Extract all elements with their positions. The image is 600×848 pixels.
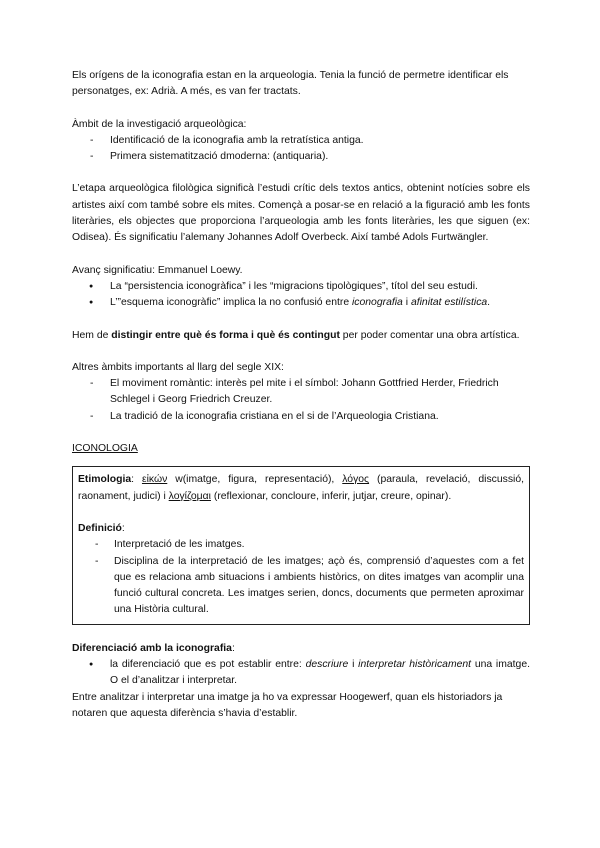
greek-word-logos: λόγος [342,474,370,486]
text-run: (reflexionar, concloure, inferir, jutjar, creure, opinar). [210,490,452,502]
text-run: una imatge. O el d’analitzar i interpretar. [110,659,530,687]
greek-word-eikon: εἰκών [141,474,168,486]
text-run: : [121,522,125,534]
text-run: per poder comentar una obra artística. [339,329,520,341]
diferenciacio-list [72,657,530,690]
list-item [72,295,530,311]
ambit-list [72,133,530,166]
bold-phrase: distingir entre què és forma i què és contingut [111,329,340,341]
segle-list [72,376,530,425]
diferenciacio-section [72,641,530,722]
iconologia-box [72,466,530,624]
avanc-section [72,263,530,312]
list-item: - Primera sistematització dmoderna: (antiquaria). [72,149,530,165]
closing-paragraph: Entre analitzar i interpretar una imatge ja ho va expressar Hoogewerf, quan els historiadors ja notaren que aquesta diferència s’havia d’establir. [72,691,503,719]
italic-term: interpretar històricament [358,659,472,671]
diferenciacio-label: Diferenciació amb la iconografia [72,642,232,654]
list-item: - El moviment romàntic: interès pel mite i el símbol: Johann Gottfried Herder, Friedrich Schlegel i Georg Friedrich Creuzer. [72,376,530,409]
etimologia-label: Etimologia [78,474,132,486]
distingir-paragraph [72,328,530,344]
list-item [72,657,530,690]
ambit-section [72,117,530,166]
list-item: - Identificació de la iconografia amb la retratística antiga. [72,133,530,149]
segle-section [72,360,530,425]
intro-paragraph: Els orígens de la iconografia estan en la arqueologia. Tenia la funció de permetre identificar els personatges, ex: Adrià. A més, es van fer tractats. [72,70,509,98]
diferenciacio-heading [72,641,530,657]
document-page [72,68,530,722]
text-run: Hem de [72,329,112,341]
list-item: - Disciplina de la interpretació de les imatges; açò és, comprensió d’aquestes com a fet que es relaciona amb situacions i ambients històrics, on dites imatges van acomplir una funció cultural concreta. Les imatges serien, doncs, documents que permeten aproximar una Història cultural. [78,554,524,619]
text-run: i [402,297,411,309]
avanc-heading: Avanç significatiu: Emmanuel Loewy. [72,264,243,276]
italic-term: descriure [305,659,349,671]
definicio-label: Definició [78,522,122,534]
text-run: L’”esquema iconogràfic” implica la no confusió entre [110,297,352,309]
greek-word-logizomai: λογίζομαι [168,490,211,502]
etimologia-paragraph [78,472,524,505]
text-run: w(imatge, figura, representació), [167,474,343,486]
text-run: la diferenciació que es pot establir entre: [110,659,306,671]
italic-term: iconografia [352,297,403,309]
text-run: i [348,659,359,671]
list-item: ● La “persistencia iconogràfica” i les “migracions tipològiques”, títol del seu estudi. [72,279,530,295]
text-run: (paraula, revelació, discussió, raonament, judici) i [78,474,524,502]
text-run: : [231,642,235,654]
segle-heading: Altres àmbits importants al llarg del segle XIX: [72,361,284,373]
italic-term: afinitat estilística [410,297,488,309]
definicio-list [78,537,524,618]
list-item: - Interpretació de les imatges. [78,537,524,553]
text-run: . [487,297,491,309]
list-item: - La tradició de la iconografia cristiana en el si de l’Arqueologia Cristiana. [72,409,530,425]
text-run: : [131,474,142,486]
etapa-paragraph: L’etapa arqueològica filològica significà l’estudi crític dels textos antics, obtenint notícies sobre els artistes així com també sobre els mites. Començà a posar-se en relació a la figuració amb les fonts literàries, els objectes que proporciona l’arqueologia amb les fonts literàries, les que siguen (ex: Odisea). És significatiu l’alemany Johannes Adolf Overbeck. Així també Adols Furtwängler. [72,183,530,244]
definicio-heading [78,521,524,537]
iconologia-title: ICONOLOGIA [72,443,138,455]
avanc-list [72,279,530,312]
ambit-heading: Àmbit de la investigació arqueològica: [72,118,247,130]
